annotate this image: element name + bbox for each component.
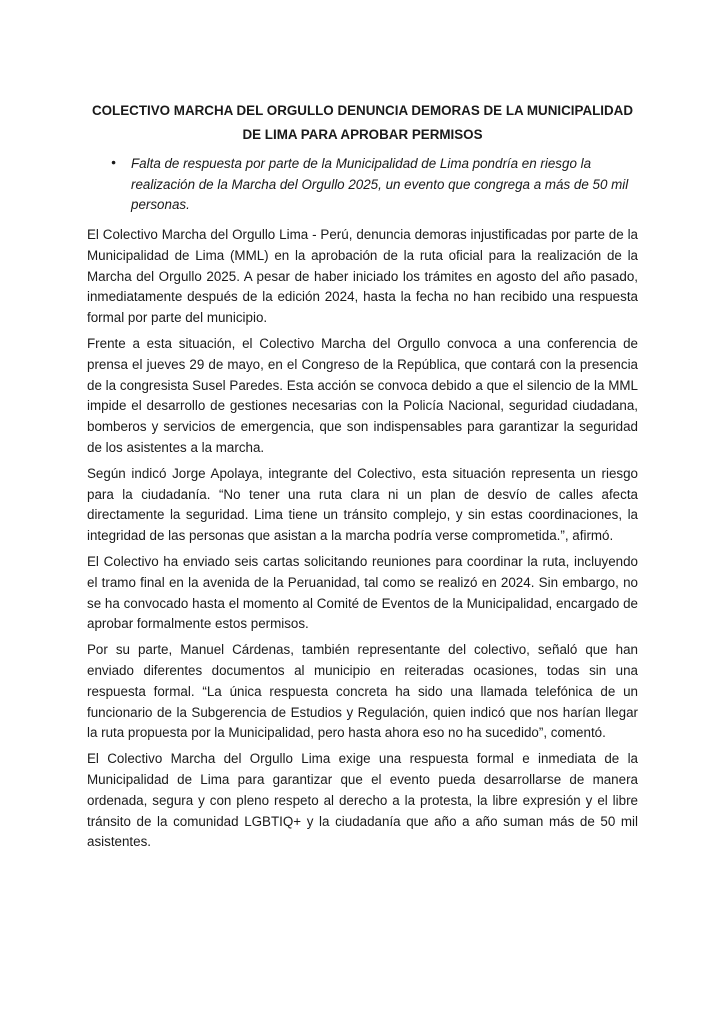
paragraph-1: El Colectivo Marcha del Orgullo Lima - Perú, denuncia demoras injustificadas por parte de la Municipalidad de Lima (MML) en la aprobación de la ruta oficial para la realización de la Marcha del Orgullo 2025. A pesar de haber iniciado los trámites en agosto del año pasado, inmediatamente después de la edición 2024, hasta la fecha no han recibido una respuesta formal por parte del municipio. [87,227,638,325]
document-title-line-1: COLECTIVO MARCHA DEL ORGULLO DENUNCIA DEMORAS DE LA MUNICIPALIDAD [91,103,634,118]
paragraph-6: El Colectivo Marcha del Orgullo Lima exige una respuesta formal e inmediata de la Municipalidad de Lima para garantizar que el evento pueda desarrollarse de manera ordenada, segura y con pleno respeto al derecho a la protesta, la libre expresión y el libre tránsito de la comunidad LGBTIQ+ y la ciudadanía que año a año suman más de 50 mil asistentes. [87,751,638,850]
summary-bullet-list [87,154,638,216]
paragraph-4: El Colectivo ha enviado seis cartas solicitando reuniones para coordinar la ruta, incluyendo el tramo final en la avenida de la Peruanidad, tal como se realizó en 2024. Sin embargo, no se ha convocado hasta el momento al Comité de Eventos de la Municipalidad, encargado de aprobar formalmente estos permisos. [87,554,638,632]
paragraph-2: Frente a esta situación, el Colectivo Marcha del Orgullo convoca a una conferencia de prensa el jueves 29 de mayo, en el Congreso de la República, que contará con la presencia de la congresista Susel Paredes. Esta acción se convoca debido a que el silencio de la MML impide el desarrollo de gestiones necesarias con la Policía Nacional, seguridad ciudadana, bomberos y servicios de emergencia, que son indispensables para garantizar la seguridad de los asistentes a la marcha. [87,336,638,455]
paragraph-3: Según indicó Jorge Apolaya, integrante del Colectivo, esta situación representa un riesgo para la ciudadanía. “No tener una ruta clara ni un plan de desvío de calles afecta directamente la seguridad. Lima tiene un tránsito complejo, y sin estas coordinaciones, la integridad de las personas que asistan a la marcha podría verse comprometida.”, afirmó. [87,465,638,543]
summary-bullet-text: Falta de respuesta por parte de la Municipalidad de Lima pondría en riesgo la realización de la Marcha del Orgullo 2025, un evento que congrega a más de 50 mil personas. [131,156,629,213]
bullet-icon: ● [111,157,117,167]
summary-bullet-item [87,154,638,216]
document-title-line-2: DE LIMA PARA APROBAR PERMISOS [242,127,483,142]
document-title [87,99,638,147]
paragraph-5: Por su parte, Manuel Cárdenas, también representante del colectivo, señaló que han enviado diferentes documentos al municipio en reiteradas ocasiones, todas sin una respuesta formal. “La única respuesta concreta ha sido una llamada telefónica de un funcionario de la Subgerencia de Estudios y Regulación, quien indicó que nos harían llegar la ruta propuesta por la Municipalidad, pero hasta ahora eso no ha sucedido”, comentó. [87,642,638,741]
